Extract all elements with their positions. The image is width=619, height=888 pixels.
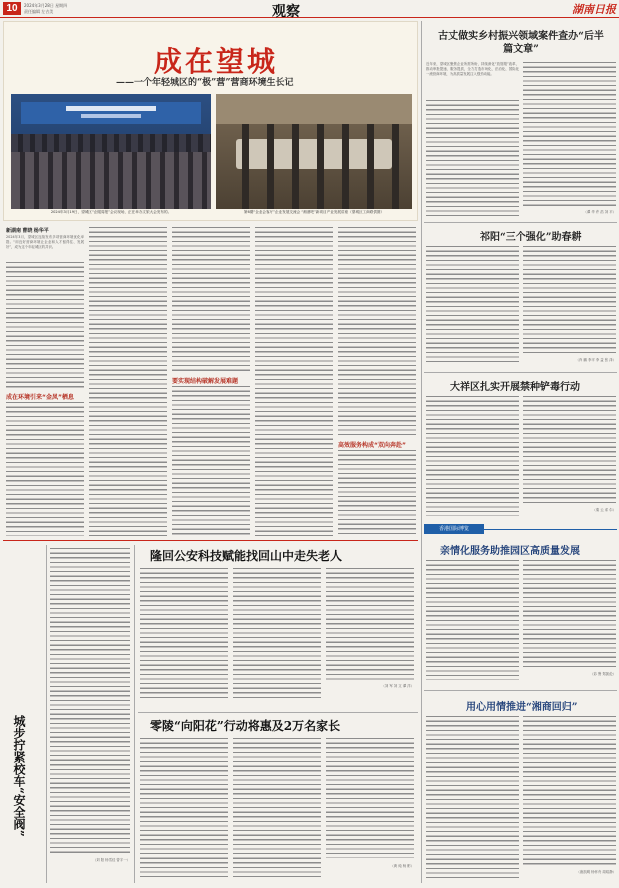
main-title-panel xyxy=(3,21,418,221)
photo-conference xyxy=(11,94,211,209)
side-story xyxy=(3,545,43,883)
a1-title: 古丈做实乡村振兴领域案件查办“后半篇文章” xyxy=(438,31,604,55)
a4-text-col1 xyxy=(426,560,519,680)
main-col5-text xyxy=(338,227,416,437)
a1-text-col1 xyxy=(426,100,519,218)
main-lead-text: 2024年3月，望城区连续发布多项营商环境优化举措。“用良好营商环境让企业和人才留得住、发展好”，成为这个年轻城区的共识。 xyxy=(6,235,84,249)
b1-title: 隆回公安科技赋能找回山中走失老人 xyxy=(150,549,343,563)
section-head-1: 成在环境引来“金凤”栖息 xyxy=(6,394,74,401)
section-head-3: 高效服务构成“双向奔赴” xyxy=(338,442,406,449)
a2-credit: （肖 鹏 李平 李 益 张 泽） xyxy=(575,358,616,362)
main-col2-text xyxy=(89,227,167,536)
photo-exchange-meeting xyxy=(216,94,412,209)
b2-credit: （黄 纯 杨 彬） xyxy=(390,864,414,868)
a3-text-col2 xyxy=(523,396,616,504)
b1-text-col2 xyxy=(233,568,321,700)
b2-text-col2 xyxy=(233,738,321,878)
side-story-title: 城步拧紧校车“安全阀” xyxy=(12,715,26,837)
a4-text-col2 xyxy=(523,560,616,668)
photo-exchange-caption: 第6期“企业会客厅”企业发展交流会 “湘酒吧”新项目产业发展讲座（望城区工商联供图） xyxy=(243,210,385,214)
section-head-2: 要实现结构破解发展难题 xyxy=(172,378,239,385)
main-col3-text xyxy=(172,227,250,374)
byline: 新湖南 曹晓 杨华平 xyxy=(6,228,49,234)
issue-editor: 责任编辑 左吉美 xyxy=(24,9,54,14)
a1-text-col2 xyxy=(523,62,616,208)
a3-text-col1 xyxy=(426,396,519,516)
main-col1-text xyxy=(6,262,84,390)
a5-text-col1 xyxy=(426,716,519,878)
issue-date: 2024年3月28日 星期四 xyxy=(24,3,68,8)
b1-credit: （刘 军 刘 文 谭 洋） xyxy=(381,684,414,688)
main-col1b-text xyxy=(6,402,84,536)
a5-credit: （唐凯明 杨怀舟 周绍静） xyxy=(576,870,616,874)
a2-text-col1 xyxy=(426,246,519,364)
main-article-body xyxy=(3,224,418,540)
a2-text-col2 xyxy=(523,246,616,354)
page-number: 10 xyxy=(3,2,21,15)
a4-credit: （彩 鲁 郑凯伦） xyxy=(590,672,616,676)
a3-title: 大祥区扎实开展禁种铲毒行动 xyxy=(450,382,580,393)
a5-title: 用心用情推进“湘商回归” xyxy=(466,702,578,713)
b2-text-col3 xyxy=(326,738,414,858)
b2-title: 零陵“向阳花”行动将惠及2万名家长 xyxy=(150,719,341,733)
a1-text-sample: 近年来，望城区聚焦企业所需所盼，持续深化“放管服”改革，推动审批提速、服务提质，全力打造市场化、法治化、国际化一流营商环境，为高质量发展注入强劲动能。 xyxy=(426,62,519,76)
banner-tag: 香港国际博览 xyxy=(424,524,484,534)
side-story-credit: （刘 阳 杨雪佳 曾宇一） xyxy=(92,858,130,862)
photo-conference-caption: 2024年3月19日，望城区“企服周报”会议现场，正在举办文旅大会发布的。 xyxy=(50,210,172,214)
main-col5b-text xyxy=(338,450,416,536)
a3-credit: （秦 云 邓 尔） xyxy=(592,508,616,512)
main-col3b-text xyxy=(172,386,250,536)
b1-text-col1 xyxy=(140,568,228,700)
a5-text-col2 xyxy=(523,716,616,866)
main-title: 成在望城 xyxy=(154,45,279,78)
a1-credit: （谭 华 许 浩 刘 平） xyxy=(583,210,616,214)
a4-title: 亲情化服务助推园区高质量发展 xyxy=(440,546,580,557)
side-story-text-col1 xyxy=(50,548,130,853)
main-col4-text xyxy=(255,227,333,536)
b1-text-col3 xyxy=(326,568,414,680)
main-subtitle: ——一个年轻城区的“极”营”营商环境生长记 xyxy=(116,78,294,88)
page-header xyxy=(0,0,619,18)
masthead-logo: 湖南日报 xyxy=(572,3,616,16)
a2-title: 祁阳“三个强化”助春耕 xyxy=(480,232,582,243)
section-name: 观察 xyxy=(272,4,300,20)
b2-text-col1 xyxy=(140,738,228,878)
